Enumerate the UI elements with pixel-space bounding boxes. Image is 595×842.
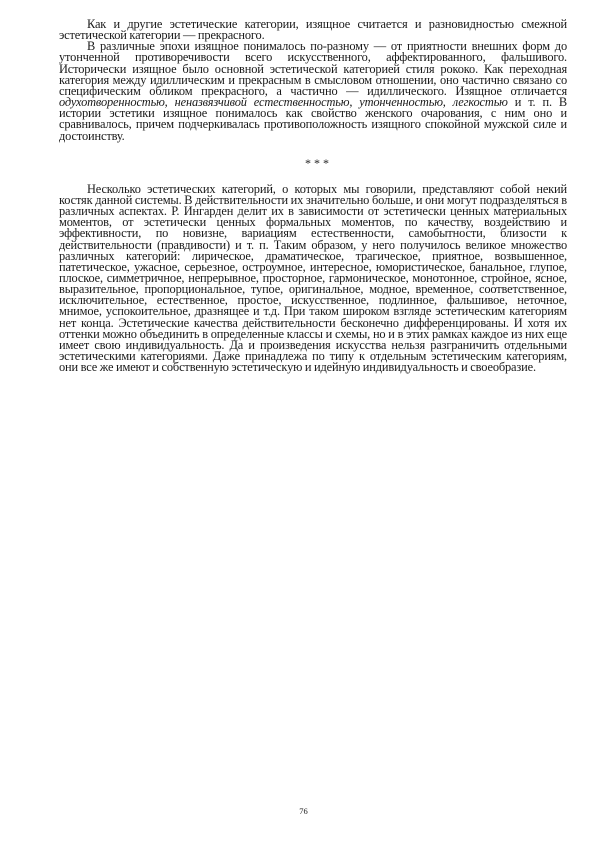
italic-qualities: одухотворенностью, неназвязчивой естественностью, утонченностью, легкостью xyxy=(59,95,508,110)
section-separator: * * * xyxy=(305,155,329,170)
paragraph-text-end: и т. п. В истории эстетики изящное понималось как свойство женского очарования, с ним оно и сравнивалось, причем подчеркивалась противоположность изящного спокойной мужской силе и достоинству. xyxy=(59,95,567,143)
page-number: 76 xyxy=(299,806,308,816)
paragraph-text-start: В различные эпохи изящное понималось по-разному — от приятности внешних форм до утонченной противоречивости всего искусственного, аффектированного, фальшивого. Исторически изящное было основной эстетической категорией стиля рококо. Как переходная категория между идиллическим и прекрасным в смысловом отношении, оно частично связано со специфическим обликом прекрасного, а частично — идиллического. Изящное отличается xyxy=(59,39,567,98)
paragraph-graceful-intro xyxy=(59,19,567,41)
section-gap xyxy=(59,142,567,156)
paragraph-text: Несколько эстетических категорий, о которых мы говорили, представляют собой некий костяк данной системы. В действительности их значительно больше, и они могут подразделяться в различных аспектах. Р. Ингарден делит их в зависимости от эстетически ценных материальных моментов, от эстетически ценных формальных моментов, по качеству, воздействию и эффективности, по новизне, вариациям естественности, самобытности, близости к действительности (правдивости) и т. п. Таким образом, у него получилось великое множество различных категорий: лирическое, драматическое, трагическое, приятное, возвышенное, патетическое, ужасное, серьезное, остроумное, интересное, юмористическое, банальное, глупое, плоское, симметричное, непрерывное, просторное, гармоническое, монотонное, стройное, ясное, выразительное, пропорциональное, тупое, оригинальное, модное, временное, соответственное, исключительное, естественное, простое, искусственное, подлинное, фальшивое, неточное, мнимое, успокоительное, дразнящее и т.д. При таком широком взгляде эстетическим категориям нет конца. Эстетические качества действительности бесконечно дифференцированы. И хотя их оттенки можно объединить в определенные классы и схемы, но и в этих рамках каждое из них еще имеет свою индивидуальность. Да и произведения искусства нельзя разграничить отдельными эстетическими категориями. Даже принадлежа по типу к отдельным эстетическим категориям, они все же имеют и собственную эстетическую и идейную индивидуальность и своеобразие. xyxy=(59,181,567,375)
paragraph-categories xyxy=(59,181,567,375)
page-content xyxy=(59,19,567,373)
paragraph-graceful-history xyxy=(59,41,567,141)
paragraph-text: Как и другие эстетические категории, изящное считается и разновидностью смежной эстетической категории — прекрасного. xyxy=(59,17,567,43)
